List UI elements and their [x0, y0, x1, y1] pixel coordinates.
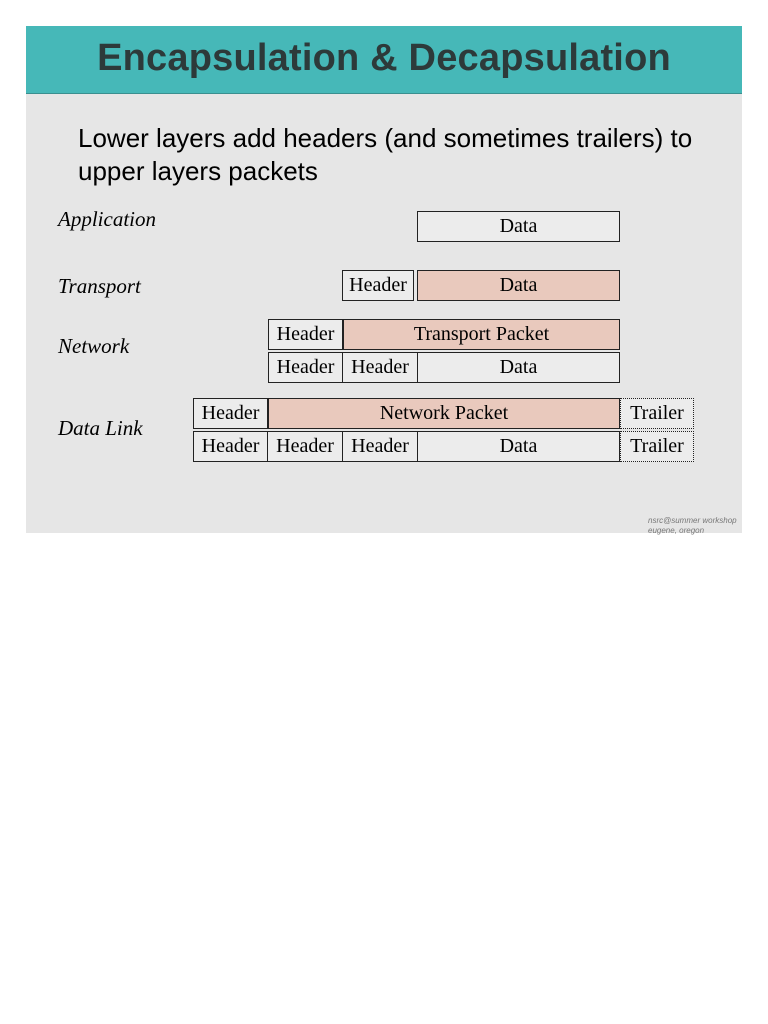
slide: [26, 26, 742, 533]
slide-footer: [648, 516, 748, 536]
network-row2-transport-header-box: Header: [342, 352, 418, 383]
network-header-box: Header: [268, 319, 343, 350]
datalink-row2-transport-header-box: Header: [342, 431, 418, 462]
network-row2-data-box: Data: [417, 352, 620, 383]
datalink-row2-header-box: Header: [193, 431, 268, 462]
layer-label-transport: Transport: [58, 274, 141, 298]
layer-label-network: Network: [58, 334, 130, 358]
slide-title: Encapsulation & Decapsulation: [97, 37, 671, 79]
transport-data-box: Data: [417, 270, 620, 301]
datalink-row2-data-box: Data: [417, 431, 620, 462]
application-data-box: Data: [417, 211, 620, 242]
title-bar: [26, 26, 742, 94]
network-row2-header-box: Header: [268, 352, 343, 383]
datalink-trailer-box: Trailer: [620, 398, 694, 429]
datalink-row2-network-header-box: Header: [267, 431, 343, 462]
layer-label-data-link: Data Link: [58, 416, 143, 440]
slide-subtitle: Lower layers add headers (and sometimes trailers) to upper layers packets: [78, 123, 693, 186]
footer-line-2: eugene, oregon: [648, 526, 705, 535]
datalink-header-box: Header: [193, 398, 268, 429]
network-transport-packet-box: Transport Packet: [343, 319, 620, 350]
datalink-network-packet-box: Network Packet: [268, 398, 620, 429]
transport-header-box: Header: [342, 270, 414, 301]
layer-label-application: Application: [58, 207, 156, 231]
datalink-row2-trailer-box: Trailer: [620, 431, 694, 462]
footer-line-1: nsrc@summer workshop: [648, 516, 737, 525]
